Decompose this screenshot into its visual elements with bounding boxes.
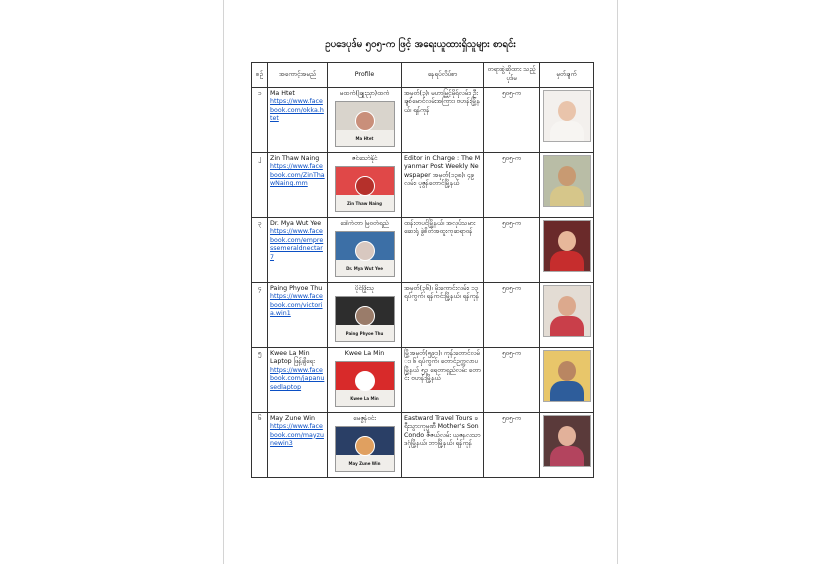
profile-avatar (355, 306, 375, 326)
profile-label: May Zune Win (348, 460, 381, 466)
remarks-cell (540, 218, 594, 283)
profile-label: Ma Htet (355, 135, 374, 141)
remarks-cell (540, 153, 594, 218)
table-row (252, 283, 594, 348)
profile-cell (328, 413, 402, 478)
profile-label: Dr. Mya Wut Yee (346, 265, 383, 271)
profile-label: Zin Thaw Naing (346, 200, 382, 206)
account-cell (268, 153, 328, 218)
account-link[interactable]: https://www.facebook.com/ZinThawNaing.mm (270, 163, 325, 188)
table-row (252, 88, 594, 153)
account-name: Zin Thaw Naing (270, 154, 320, 162)
profile-cell (328, 283, 402, 348)
account-name: Ma Htet (270, 89, 295, 97)
table-row (252, 218, 594, 283)
photo-face (558, 426, 576, 446)
address-cell: အမှတ်(၃)၊ မဟာမြင့်မိုရ်လမ်း၊ ဦးချစ်မောင်လမ်းအကြား၊ ဗဟန်းမြို့နယ်၊ ရန်ကုန် (402, 88, 484, 153)
photo-face (558, 231, 576, 251)
address-cell: မြို့အမှတ်(၅၉၁)၊ ကုန်းတောင်လမ်း၊ ၆ ရပ်ကွက်၊ တောင်ဥက္ကလာပမြို့နယ် ၅၃ ရေတာရှည်လမ်း တောင်း ဗဟန်းမြို့နယ် (402, 348, 484, 413)
address-cell: ထန်းတပင်မြို့နယ်၊ အလုပ်သမားဆေးရုံ ခွဲစိတ်အထူးကုဆရာဝန် (402, 218, 484, 283)
account-link[interactable]: https://www.facebook.com/empressemeraldnectar7 (270, 228, 324, 261)
account-cell (268, 348, 328, 413)
profile-cell (328, 153, 402, 218)
profile-screenshot (335, 101, 395, 147)
profile-cell (328, 218, 402, 283)
photo-torso (550, 121, 584, 142)
profile-screenshot (335, 296, 395, 342)
remarks-cell (540, 283, 594, 348)
photo-torso (550, 381, 584, 402)
table-row (252, 348, 594, 413)
table-body (252, 88, 594, 478)
photo-torso (550, 446, 584, 467)
header-remarks: မှတ်ချက် (540, 63, 594, 88)
section-cell: ၅၀၅-က (484, 413, 540, 478)
account-name: Dr. Mya Wut Yee (270, 219, 322, 227)
photo-face (558, 101, 576, 121)
remarks-cell (540, 413, 594, 478)
section-cell: ၅၀၅-က (484, 153, 540, 218)
account-link[interactable]: https://www.facebook.com/victoria.win1 (270, 293, 323, 318)
account-name: Paing Phyoe Thu (270, 284, 323, 292)
profile-caption: ဒေါက်တာ မြဝတ်ရည် (340, 219, 389, 227)
account-cell (268, 283, 328, 348)
account-link[interactable]: https://www.facebook.com/mayzunewin3 (270, 423, 324, 448)
photo-face (558, 361, 576, 381)
photo-face (558, 296, 576, 316)
section-cell: ၅၀၅-က (484, 348, 540, 413)
profile-avatar (355, 111, 375, 131)
profile-cell (328, 88, 402, 153)
document-title: ဥပဒေပုဒ်မ ၅၀၅-က ဖြင့် အရေးယူထားရှိသူများ စာရင်း (325, 39, 516, 50)
header-profile: Profile (328, 63, 402, 88)
row-number: ၁ (252, 88, 268, 153)
profile-caption: ဇင်သော်နိုင် (351, 154, 378, 162)
person-photo (543, 90, 591, 142)
account-cell (268, 218, 328, 283)
person-photo (543, 155, 591, 207)
account-name: Kwee La Min Laptop ဖြန့်ချိရေး (270, 349, 315, 366)
person-photo (543, 220, 591, 272)
address-cell: အမှတ်(၃၆)၊ မိုးကောင်းလမ်း၊ ၁၃ ရပ်ကွက်၊ ရန်ကင်းမြို့နယ်၊ ရန်ကုန် (402, 283, 484, 348)
account-cell (268, 88, 328, 153)
account-link[interactable]: https://www.facebook.com/japanusedlaptop (270, 366, 325, 391)
profile-caption: ပိုင်ဖြိုးသု (354, 284, 375, 292)
header-serial: စဉ် (252, 63, 268, 88)
section-cell: ၅၀၅-က (484, 218, 540, 283)
row-number: ၃ (252, 218, 268, 283)
row-number: ၄ (252, 283, 268, 348)
profile-caption: မေဇွန်ဝင်း (353, 414, 376, 422)
remarks-cell (540, 88, 594, 153)
person-photo (543, 285, 591, 337)
profile-screenshot (335, 426, 395, 472)
account-link[interactable]: https://www.facebook.com/okka.htet (270, 98, 324, 123)
document-page (223, 0, 618, 564)
account-cell (268, 413, 328, 478)
profile-screenshot (335, 361, 395, 407)
table-row (252, 153, 594, 218)
address-cell: Eastward Travel Tours ခရီးသွားကုမ္ပဏီ Mother's Son Condo ဇီဇယ်လမ်း ယုဇနလသာ ဒဂုံမြို့နယ်၊ ဘာမြို့နယ်၊ ရန်ကုန် (402, 413, 484, 478)
profile-avatar (355, 241, 375, 261)
photo-torso (550, 316, 584, 337)
person-photo (543, 415, 591, 467)
header-section: တရားစွဲဆိုထား သည့်ပုဒ်မ (484, 63, 540, 88)
photo-torso (550, 251, 584, 272)
profile-cell (328, 348, 402, 413)
person-photo (543, 350, 591, 402)
section-cell: ၅၀၅-က (484, 88, 540, 153)
header-account-name: အကောင့်အမည် (268, 63, 328, 88)
account-name: May Zune Win (270, 414, 316, 422)
photo-face (558, 166, 576, 186)
photo-torso (550, 186, 584, 207)
profile-screenshot (335, 231, 395, 277)
profile-label: Paing Phyoe Thu (345, 330, 384, 336)
profile-caption: Kwee La Min (344, 349, 385, 357)
profile-avatar (355, 176, 375, 196)
profile-caption: မထက်(ခြူးညှာ)ထက် (339, 89, 390, 97)
profile-screenshot (335, 166, 395, 212)
table-row (252, 413, 594, 478)
row-number: ၂ (252, 153, 268, 218)
header-address: နေရပ်လိပ်စာ (402, 63, 484, 88)
address-cell: Editor in Charge : The Myanmar Post Weekly Newspaper အမှတ်(၁၃၈)၊ ၄၉ လမ်း၊ ပုဇွန်တောင်မြို့နယ် (402, 153, 484, 218)
row-number: ၆ (252, 413, 268, 478)
profile-avatar (355, 436, 375, 456)
accounts-table (251, 62, 594, 478)
row-number: ၅ (252, 348, 268, 413)
profile-avatar (355, 371, 375, 391)
table-header-row (252, 63, 594, 88)
profile-label: Kwee La Min (350, 395, 379, 401)
section-cell: ၅၀၅-က (484, 283, 540, 348)
remarks-cell (540, 348, 594, 413)
